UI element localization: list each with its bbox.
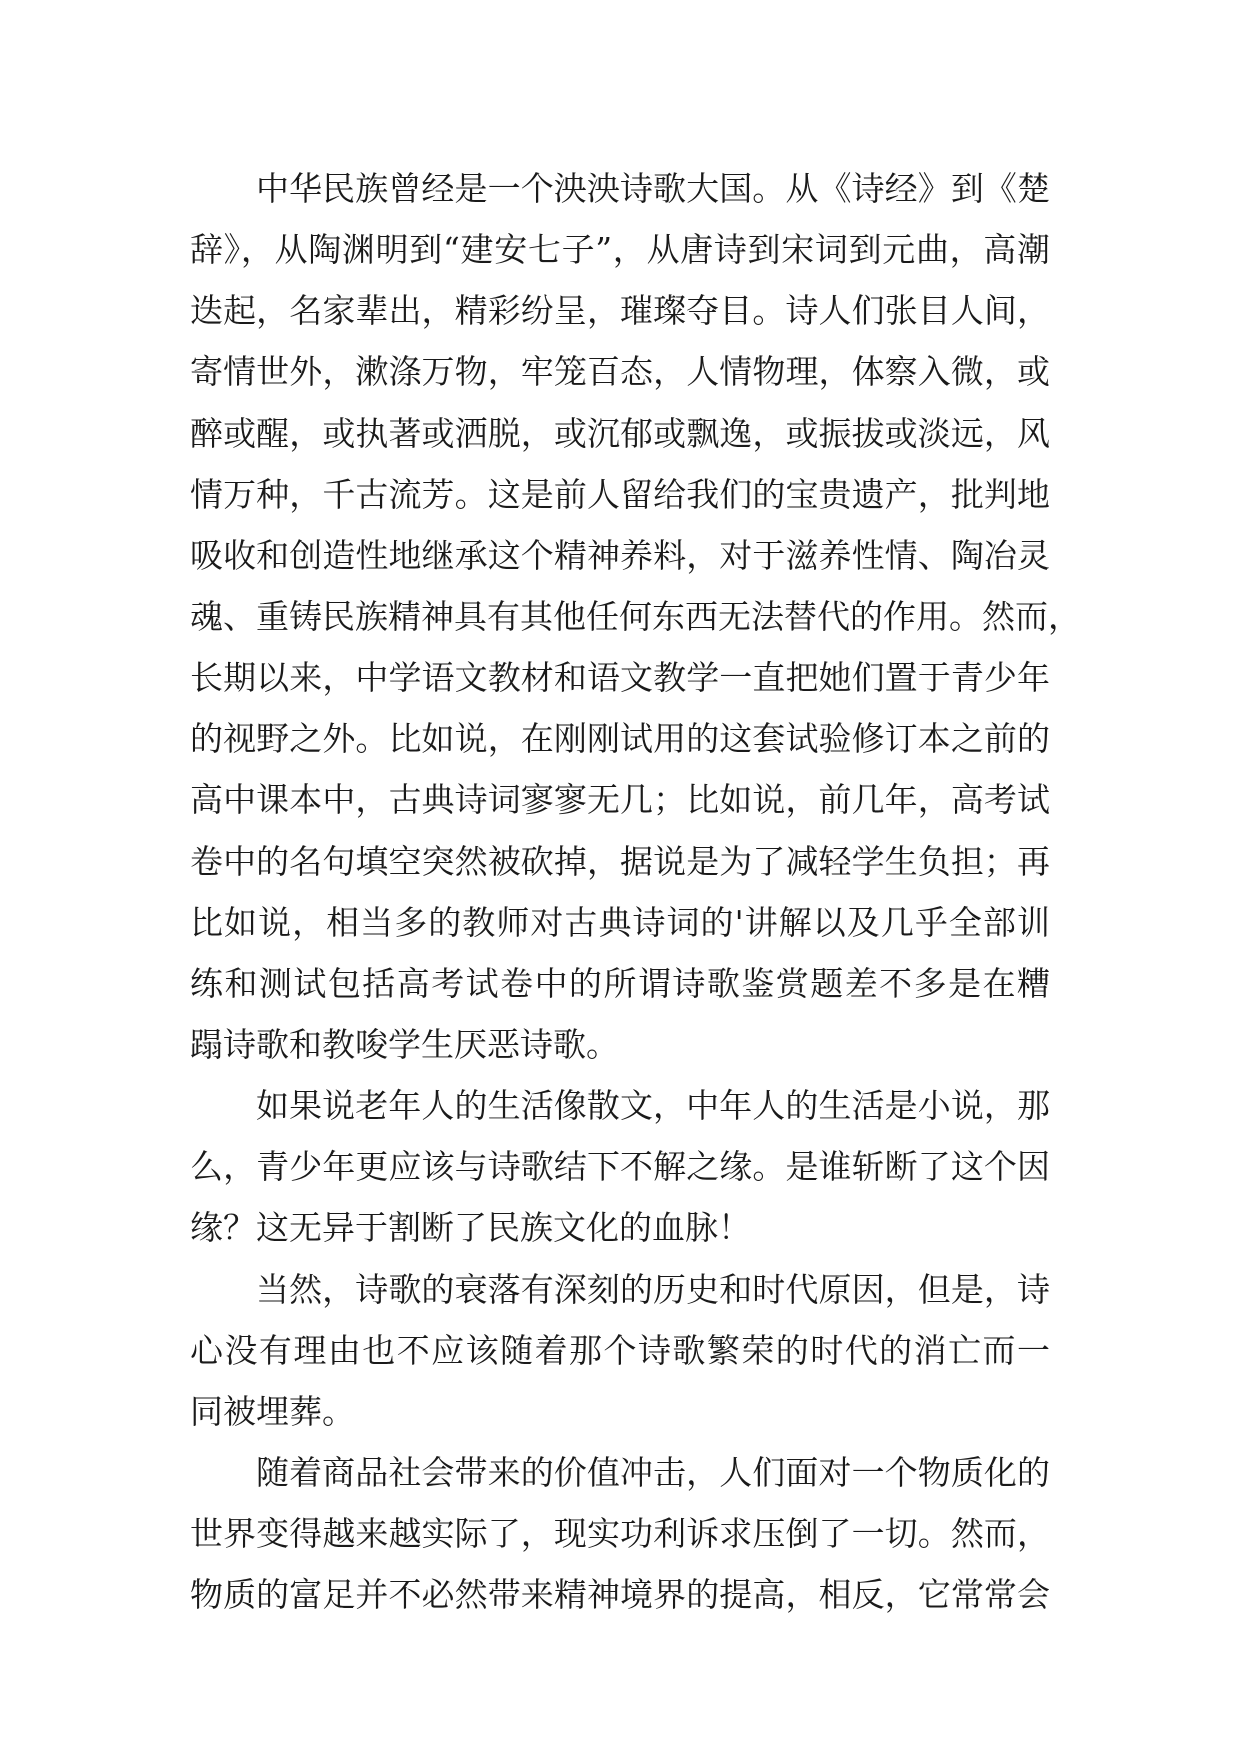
paragraph-1-line-14: 练和测试包括高考试卷中的所谓诗歌鉴赏题差不多是在糟 bbox=[190, 963, 1050, 1003]
paragraph-1-line-4: 寄情世外，漱涤万物，牢笼百态，人情物理，体察入微，或 bbox=[190, 352, 1050, 392]
body-text bbox=[190, 158, 1081, 1625]
paragraph-1-line-15: 蹋诗歌和教唆学生厌恶诗歌。 bbox=[190, 1024, 619, 1064]
paragraph-1-line-13: 比如说，相当多的教师对古典诗词的'讲解以及几乎全部训 bbox=[190, 902, 1050, 942]
paragraph-1-line-12: 卷中的名句填空突然被砍掉，据说是为了减轻学生负担；再 bbox=[190, 841, 1050, 881]
paragraph-3-line-2: 心没有理由也不应该随着那个诗歌繁荣的时代的消亡而一 bbox=[190, 1330, 1050, 1370]
paragraph-1-line-8: 魂、重铸民族精神具有其他任何东西无法替代的作用。然而， bbox=[190, 596, 1081, 636]
paragraph-1-line-3: 迭起，名家辈出，精彩纷呈，璀璨夺目。诗人们张目人间， bbox=[190, 291, 1050, 331]
paragraph-3-line-3: 同被埋葬。 bbox=[190, 1391, 355, 1431]
paragraph-1-line-6: 情万种，千古流芳。这是前人留给我们的宝贵遗产，批判地 bbox=[190, 474, 1050, 514]
paragraph-2-line-2: 么，青少年更应该与诗歌结下不解之缘。是谁斩断了这个因 bbox=[190, 1147, 1050, 1187]
paragraph-4-line-1: 随着商品社会带来的价值冲击，人们面对一个物质化的 bbox=[256, 1452, 1050, 1492]
paragraph-3-line-1: 当然，诗歌的衰落有深刻的历史和时代原因，但是，诗 bbox=[256, 1269, 1050, 1309]
paragraph-4-line-2: 世界变得越来越实际了，现实功利诉求压倒了一切。然而， bbox=[190, 1514, 1050, 1554]
paragraph-4-line-3: 物质的富足并不必然带来精神境界的提高，相反，它常常会 bbox=[190, 1575, 1050, 1615]
paragraph-1-line-10: 的视野之外。比如说，在刚刚试用的这套试验修订本之前的 bbox=[190, 719, 1050, 759]
paragraph-1-line-1: 中华民族曾经是一个泱泱诗歌大国。从《诗经》到《楚 bbox=[256, 169, 1050, 208]
paragraph-1-line-9: 长期以来，中学语文教材和语文教学一直把她们置于青少年 bbox=[190, 658, 1050, 698]
paragraph-1-line-2: 辞》，从陶渊明到“建安七子”，从唐诗到宋词到元曲，高潮 bbox=[190, 230, 1050, 270]
paragraph-1-line-5: 醉或醒，或执著或洒脱，或沉郁或飘逸，或振拔或淡远，风 bbox=[190, 413, 1050, 453]
paragraph-2-line-3: 缘？这无异于割断了民族文化的血脉！ bbox=[190, 1208, 751, 1248]
paragraph-1-line-11: 高中课本中，古典诗词寥寥无几；比如说，前几年，高考试 bbox=[190, 780, 1050, 820]
paragraph-2-line-1: 如果说老年人的生活像散文，中年人的生活是小说，那 bbox=[256, 1086, 1050, 1126]
paragraph-1-line-7: 吸收和创造性地继承这个精神养料，对于滋养性情、陶冶灵 bbox=[190, 535, 1050, 575]
